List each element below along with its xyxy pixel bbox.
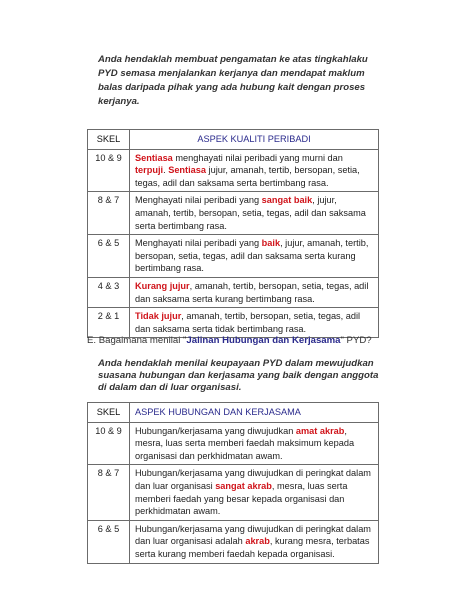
description-text: menghayati nilai peribadi yang murni dan — [172, 152, 343, 163]
aspek-description — [130, 149, 379, 192]
highlighted-keyword: sangat akrab — [215, 480, 272, 491]
table-header-row — [88, 130, 379, 150]
description-text: , amanah, tertib, bersopan, setia, tegas, adil dan saksama serta tidak bertimbang rasa. — [135, 311, 361, 334]
aspek-description — [130, 465, 379, 520]
table-body — [88, 149, 379, 338]
skel-value: 10 & 9 — [88, 422, 130, 465]
aspek-description — [130, 520, 379, 563]
table-row — [88, 422, 379, 465]
description-text: , jujur, amanah, tertib, bersopan, setia, tegas, adil dan saksama serta bertimbang rasa. — [135, 195, 366, 231]
question-emphasis: Jalinan Hubungan dan Kerjasama — [186, 335, 341, 346]
highlighted-keyword: sangat baik — [261, 195, 313, 206]
aspek-description — [130, 235, 379, 278]
intro-paragraph: Anda hendaklah membuat pengamatan ke atas tingkahlaku PYD semasa menjalankan kerjanya dan mendapat maklum balas daripada pihak yang ada hubung kait dengan proses kerjanya. — [98, 54, 368, 107]
table-row — [88, 308, 379, 338]
description-text: Hubungan/kerjasama yang diwujudkan — [135, 425, 296, 436]
highlighted-keyword: amat akrab — [295, 425, 345, 436]
question-suffix: " PYD? — [340, 335, 372, 346]
highlighted-keyword: Sentiasa — [135, 152, 173, 163]
skel-value: 6 & 5 — [88, 520, 130, 563]
skel-value: 10 & 9 — [88, 149, 130, 192]
description-text: , amanah, tertib, bersopan, setia, tegas, adil dan saksama serta kurang bertimbang rasa. — [135, 280, 369, 304]
highlighted-keyword: terpuji — [135, 165, 164, 176]
table-row — [88, 277, 379, 307]
kualiti-peribadi-table — [87, 129, 379, 338]
skel-value: 4 & 3 — [88, 277, 130, 307]
description-text: Menghayati nilai peribadi yang — [135, 195, 262, 206]
description-text: Menghayati nilai peribadi yang — [135, 238, 262, 249]
description-text: . — [163, 165, 169, 176]
aspek-description — [130, 308, 379, 338]
table-row — [88, 149, 379, 192]
table-row — [88, 520, 379, 563]
description-text: Hubungan/kerjasama yang diwujudkan di peringkat dalam dan luar organisasi adalah — [135, 523, 371, 547]
description-text: jujur, amanah, tertib, bersopan, setia, tegas, adil dan saksama serta bertimbang rasa. — [135, 165, 360, 188]
highlighted-keyword: Tidak jujur — [135, 311, 182, 322]
skel-header: SKEL — [88, 403, 130, 423]
aspek-description — [130, 422, 379, 465]
skel-value: 8 & 7 — [88, 465, 130, 520]
table-row — [88, 192, 379, 235]
table-body — [88, 422, 379, 563]
description-text: , kurang mesra, terbatas serta kurang memberi faedah kepada organisasi. — [135, 536, 370, 559]
aspek-description — [130, 192, 379, 235]
aspek-header: ASPEK HUBUNGAN DAN KERJASAMA — [130, 403, 379, 423]
intro2-paragraph: Anda hendaklah menilai keupayaan PYD dalam mewujudkan suasana hubungan dan kerjasama yang baik dengan anggota di dalam dan di luar organisasi. — [98, 358, 379, 393]
table-header-row — [88, 403, 379, 423]
hubungan-kerjasama-table — [87, 402, 379, 564]
skel-header: SKEL — [88, 130, 130, 150]
skel-value: 2 & 1 — [88, 308, 130, 338]
table-row — [88, 465, 379, 520]
description-text: , mesra, luas serta memberi faedah yang besar kepada organisasi dan perkhidmatan awam. — [135, 480, 348, 517]
question-prefix: E. Bagaimana menilai " — [87, 335, 187, 346]
highlighted-keyword: Kurang jujur — [135, 280, 190, 291]
skel-value: 6 & 5 — [88, 235, 130, 278]
section-question — [87, 335, 397, 346]
aspek-description — [130, 277, 379, 307]
description-text: , jujur, amanah, tertib, bersopan, setia, tegas, adil dan saksama serta kurang bertimbang rasa. — [135, 238, 369, 274]
skel-value: 8 & 7 — [88, 192, 130, 235]
description-text: Hubungan/kerjasama yang diwujudkan di peringkat dalam dan luar organisasi — [135, 468, 371, 491]
highlighted-keyword: Sentiasa — [168, 165, 206, 176]
table-row — [88, 235, 379, 278]
aspek-header: ASPEK KUALITI PERIBADI — [130, 130, 379, 150]
highlighted-keyword: baik — [261, 238, 281, 249]
highlighted-keyword: akrab — [245, 536, 270, 547]
description-text: , mesra, luas serta memberi faedah maksimum kepada organisasi dan perkhidmatan awam. — [135, 425, 355, 461]
